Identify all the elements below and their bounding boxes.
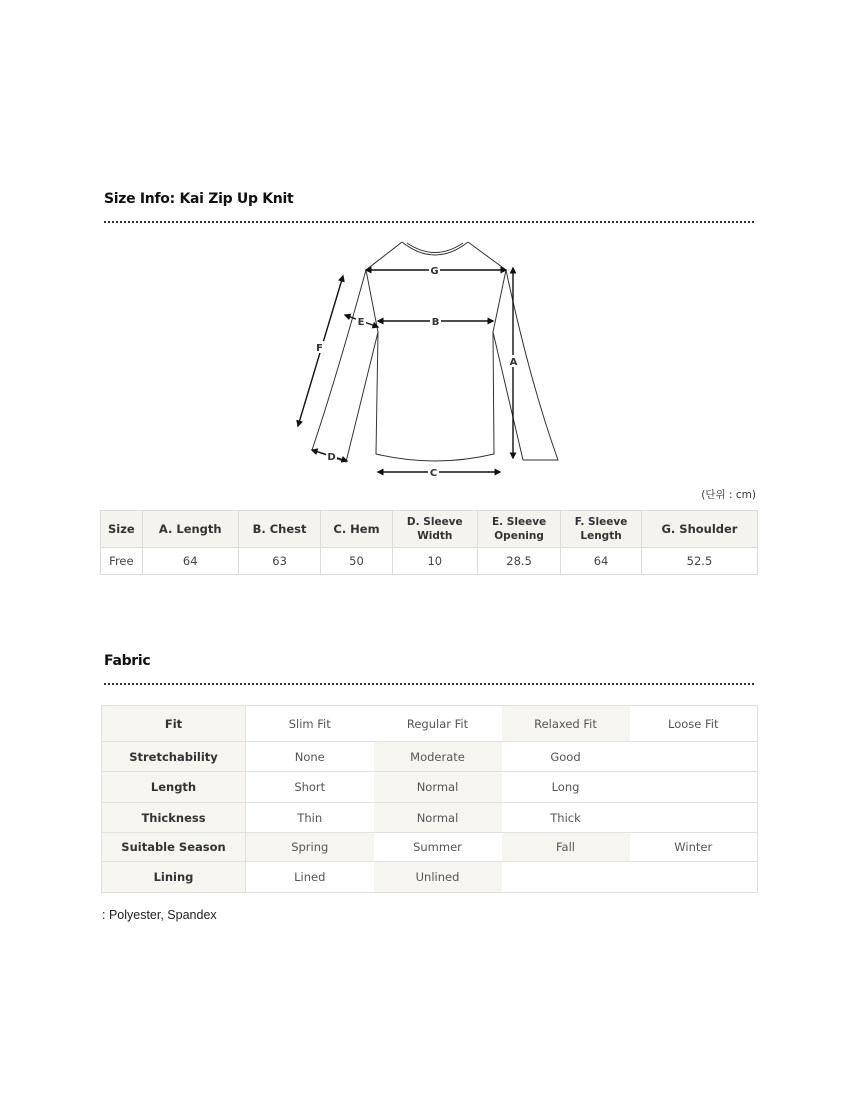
- size-cell: 52.5: [641, 548, 757, 575]
- table-row: [102, 803, 758, 833]
- fabric-option: Long: [502, 772, 630, 803]
- table-row: [101, 548, 758, 575]
- fabric-option: Thin: [246, 803, 374, 833]
- size-table-header-row: [101, 511, 758, 548]
- size-cell: 64: [142, 548, 238, 575]
- fabric-attribute-label: Suitable Season: [102, 833, 246, 862]
- size-table-header: E. Sleeve Opening: [478, 511, 561, 548]
- fabric-option: Summer: [374, 833, 502, 862]
- fabric-title: Fabric: [104, 653, 151, 669]
- size-cell: Free: [101, 548, 143, 575]
- fabric-option: Loose Fit: [630, 706, 758, 742]
- size-info-divider: [104, 221, 754, 223]
- size-table-header: C. Hem: [321, 511, 392, 548]
- fabric-option: None: [246, 742, 374, 772]
- fabric-option: Normal: [374, 772, 502, 803]
- fabric-option: [630, 772, 758, 803]
- dim-label-d: D: [327, 452, 336, 463]
- fabric-option: [630, 803, 758, 833]
- unit-note: (단위 : cm): [701, 489, 756, 501]
- fabric-option: Winter: [630, 833, 758, 862]
- fabric-attribute-label: Lining: [102, 862, 246, 893]
- neckline-outer: [402, 242, 468, 255]
- size-cell: 10: [392, 548, 477, 575]
- table-row: [102, 742, 758, 772]
- size-table-header: B. Chest: [238, 511, 321, 548]
- fabric-option: Short: [246, 772, 374, 803]
- size-table-header: A. Length: [142, 511, 238, 548]
- fabric-divider: [104, 683, 754, 685]
- fabric-option: Lined: [246, 862, 374, 893]
- right-sleeve-outline: [493, 270, 558, 460]
- size-info-title: Size Info: Kai Zip Up Knit: [104, 191, 294, 207]
- fabric-option: [502, 862, 630, 893]
- dim-label-f: F: [316, 343, 323, 354]
- table-row: [102, 833, 758, 862]
- material-composition: : Polyester, Spandex: [102, 908, 217, 922]
- table-row: [102, 706, 758, 742]
- fabric-option: Fall: [502, 833, 630, 862]
- size-table-header: G. Shoulder: [641, 511, 757, 548]
- fabric-attribute-label: Length: [102, 772, 246, 803]
- fabric-option: Normal: [374, 803, 502, 833]
- fabric-attribute-label: Stretchability: [102, 742, 246, 772]
- size-cell: 64: [561, 548, 642, 575]
- size-table-header: F. Sleeve Length: [561, 511, 642, 548]
- size-table-header: D. Sleeve Width: [392, 511, 477, 548]
- size-table-header: Size: [101, 511, 143, 548]
- fabric-attribute-label: Fit: [102, 706, 246, 742]
- fabric-option: Regular Fit: [374, 706, 502, 742]
- size-cell: 50: [321, 548, 392, 575]
- dim-label-b: B: [431, 317, 440, 328]
- dim-label-c: C: [429, 468, 438, 479]
- garment-diagram: [280, 232, 580, 482]
- table-row: [102, 862, 758, 893]
- left-sleeve-outline: [312, 270, 378, 462]
- dim-label-e: E: [357, 317, 365, 328]
- size-cell: 63: [238, 548, 321, 575]
- fabric-option: [630, 742, 758, 772]
- fabric-option: Slim Fit: [246, 706, 374, 742]
- dim-label-g: G: [430, 266, 439, 277]
- fabric-option: Unlined: [374, 862, 502, 893]
- table-row: [102, 772, 758, 803]
- fabric-option: [630, 862, 758, 893]
- fabric-attribute-label: Thickness: [102, 803, 246, 833]
- fabric-option: Spring: [246, 833, 374, 862]
- fabric-option: Relaxed Fit: [502, 706, 630, 742]
- fabric-option: Moderate: [374, 742, 502, 772]
- fabric-option: Good: [502, 742, 630, 772]
- size-table: [100, 510, 758, 575]
- size-cell: 28.5: [478, 548, 561, 575]
- sweater-illustration: [280, 232, 580, 482]
- fabric-table: [101, 705, 758, 893]
- dim-label-a: A: [509, 357, 518, 368]
- fabric-option: Thick: [502, 803, 630, 833]
